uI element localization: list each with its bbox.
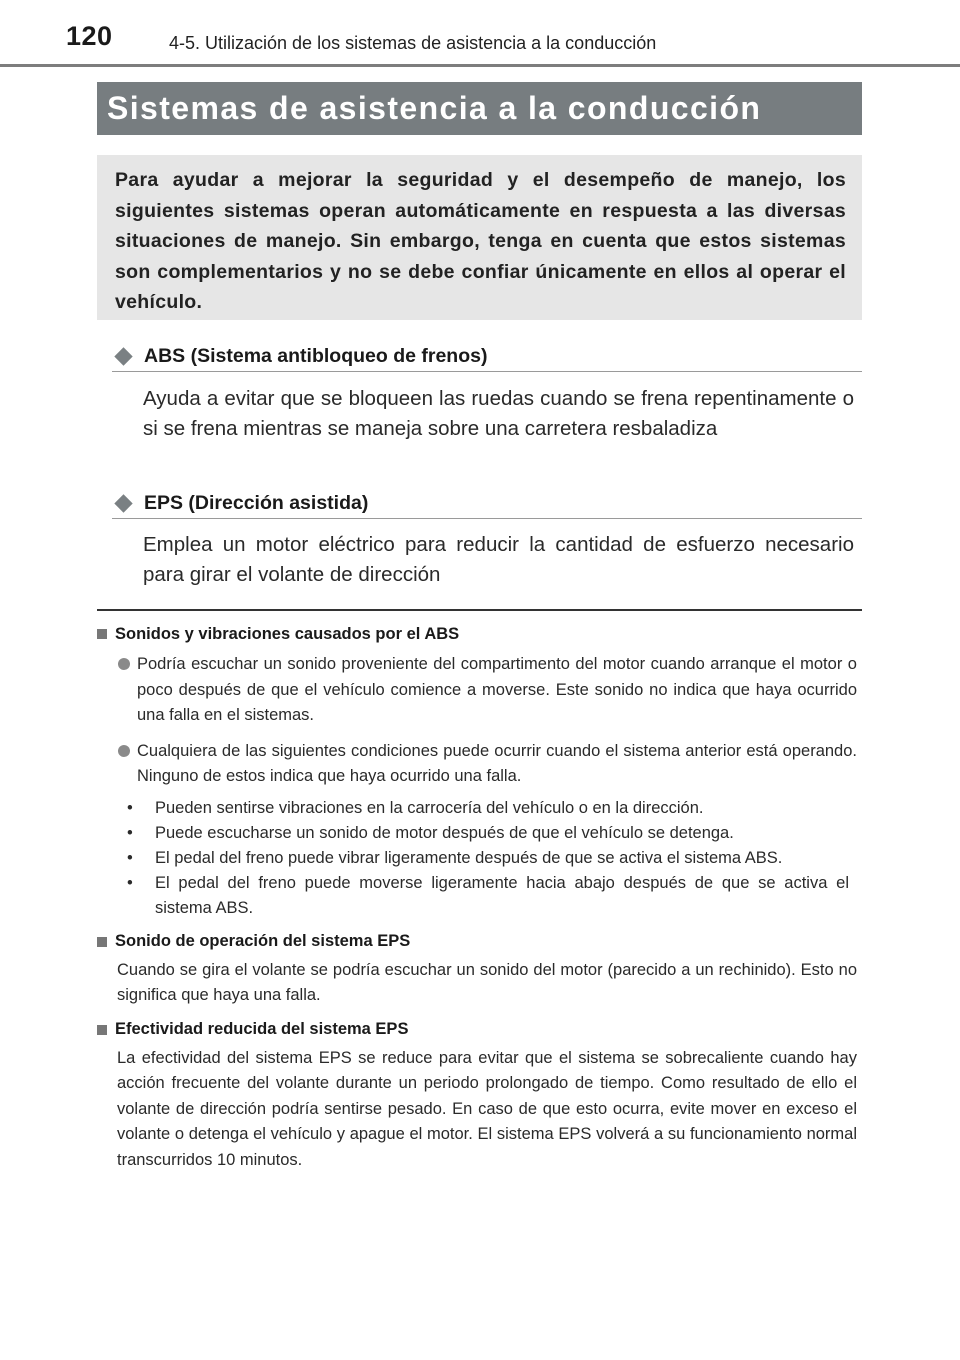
header-rule bbox=[0, 64, 960, 67]
note-heading-text: Sonido de operación del sistema EPS bbox=[115, 932, 411, 950]
feature-body: Emplea un motor eléctrico para reducir la cantidad de esfuerzo necesario para girar el volante de dirección bbox=[143, 533, 854, 586]
diamond-icon bbox=[114, 494, 132, 512]
square-icon bbox=[97, 937, 107, 947]
feature-title: ABS (Sistema antibloqueo de frenos) bbox=[144, 344, 488, 367]
title-bar bbox=[97, 82, 862, 135]
running-header: 4-5. Utilización de los sistemas de asistencia a la conducción bbox=[169, 33, 657, 53]
list-item: • El pedal del freno puede vibrar ligeramente después de que se activa el sistema ABS. bbox=[97, 846, 857, 871]
feature-heading-abs bbox=[112, 341, 862, 372]
list-item: • El pedal del freno puede moverse ligeramente hacia abajo después de que se activa el sistema ABS. bbox=[97, 871, 857, 921]
feature-body: Ayuda a evitar que se bloqueen las ruedas cuando se frena repentinamente o si se frena mientras se maneja sobre una carretera resbaladiza bbox=[143, 387, 854, 440]
note-heading bbox=[97, 930, 857, 954]
note-heading-text: Efectividad reducida del sistema EPS bbox=[115, 1020, 409, 1038]
feature-title: EPS (Dirección asistida) bbox=[144, 491, 369, 514]
feature-heading-eps bbox=[112, 488, 862, 519]
page-number: 120 bbox=[66, 21, 113, 51]
intro-box bbox=[97, 155, 862, 320]
square-icon bbox=[97, 1025, 107, 1035]
note-heading-text: Sonidos y vibraciones causados por el ABS bbox=[115, 624, 460, 643]
section-rule bbox=[97, 609, 862, 611]
notes-section bbox=[97, 622, 857, 1173]
bullet-text: Podría escuchar un sonido proveniente del compartimento del motor cuando arranque el motor o poco después de que el vehículo comience a moverse. Este sonido no indica que haya ocurrido una falla en el sistemas. bbox=[137, 655, 857, 724]
sub-list bbox=[97, 796, 857, 921]
circle-bullet-icon bbox=[118, 745, 130, 757]
bullet-item bbox=[117, 739, 857, 790]
note-text: La efectividad del sistema EPS se reduce para evitar que el sistema se sobrecaliente cuando hay acción frecuente del volante durante un periodo prolongado de tiempo. Como resultado de ello el volante de dirección podría sentirse pesado. En caso de que esto ocurra, evite mover en exceso el volante o detenga el vehículo y apague el motor. El sistema EPS volverá a su funcionamiento normal transcurridos 10 minutos. bbox=[117, 1048, 857, 1169]
page-title: Sistemas de asistencia a la conducción bbox=[107, 90, 762, 126]
note-heading bbox=[97, 1018, 857, 1042]
note-text: Cuando se gira el volante se podría escuchar un sonido del motor (parecido a un rechinido). Esto no significa que haya una falla. bbox=[117, 960, 857, 1004]
note-heading bbox=[97, 622, 857, 646]
bullet-text: Cualquiera de las siguientes condiciones puede ocurrir cuando el sistema anterior está operando. Ninguno de estos indica que haya ocurrido una falla. bbox=[137, 741, 857, 785]
note-block bbox=[117, 652, 857, 790]
intro-text: Para ayudar a mejorar la seguridad y el desempeño de manejo, los siguientes sistemas operan automáticamente en respuesta a las diversas situaciones de manejo. Sin embargo, tenga en cuenta que estos sistemas son complementarios y no se debe confiar únicamente en ellos al operar el vehículo. bbox=[115, 169, 846, 313]
bullet-item bbox=[117, 652, 857, 729]
list-item: • Puede escucharse un sonido de motor después de que el vehículo se detenga. bbox=[97, 821, 857, 846]
circle-bullet-icon bbox=[118, 658, 130, 670]
list-item: • Pueden sentirse vibraciones en la carrocería del vehículo o en la dirección. bbox=[97, 796, 857, 821]
diamond-icon bbox=[114, 347, 132, 365]
square-icon bbox=[97, 629, 107, 639]
